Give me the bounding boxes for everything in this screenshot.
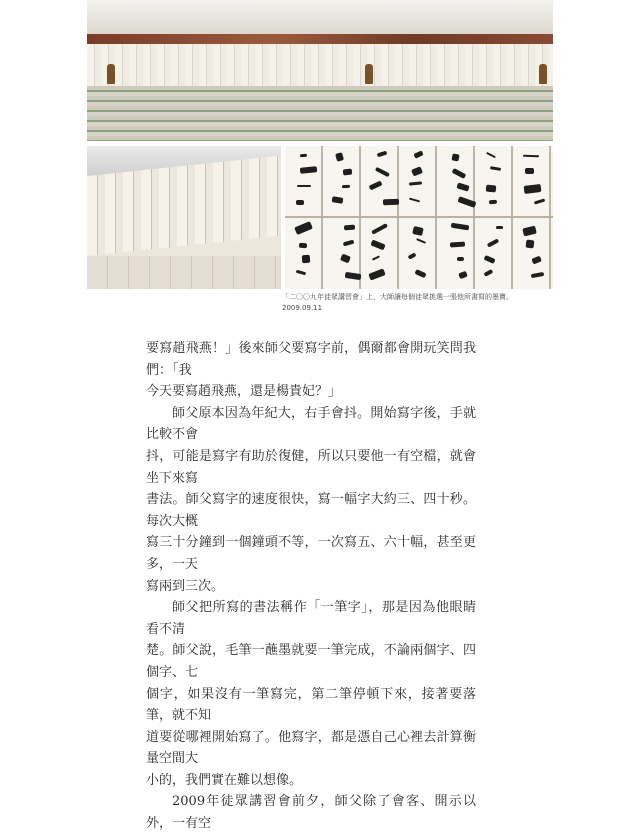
brush-stroke (299, 243, 307, 248)
brush-stroke (335, 153, 344, 162)
brush-stroke (411, 166, 422, 176)
brush-stroke (495, 226, 502, 229)
brush-stroke (376, 151, 387, 158)
brush-stroke (409, 181, 423, 185)
brush-stroke (343, 168, 352, 174)
hall-calligraphy-wall (87, 44, 553, 86)
brush-stroke (531, 272, 545, 278)
brush-stroke (483, 255, 496, 265)
brush-stroke (484, 269, 494, 277)
brush-stroke (413, 226, 424, 236)
person-figure (107, 64, 115, 84)
text-line: 小的，我們實在難以想像。 (146, 772, 303, 788)
lecture-hall-photo (87, 0, 553, 141)
scroll-divider (285, 216, 553, 218)
text-line: 書法。師父寫字的速度很快，寫一幅字大約三、四十秒。每次大概 (146, 492, 476, 529)
person-figure (365, 64, 373, 84)
brush-stroke (383, 199, 400, 205)
hall-beam (87, 34, 553, 44)
text-line: 抖，可能是寫字有助於復健，所以只要他一有空檔，就會坐下來寫 (146, 448, 476, 486)
brush-stroke (457, 196, 476, 208)
brush-stroke (488, 200, 496, 205)
brush-stroke (408, 253, 417, 260)
brush-stroke (300, 154, 308, 158)
hall-tables (87, 86, 553, 141)
photo-caption (282, 292, 562, 314)
brush-stroke (457, 182, 470, 191)
brush-stroke (369, 181, 383, 191)
calligraphy-wall-photo (87, 146, 281, 289)
text-line: 寫兩到三次。 (146, 578, 225, 594)
brush-stroke (490, 166, 501, 171)
brush-stroke (297, 185, 311, 187)
brush-stroke (415, 269, 427, 278)
brush-stroke (375, 167, 390, 177)
text-line: 道要從哪裡開始寫了。他寫字，都是憑自己心裡去計算衡量空間大 (146, 729, 476, 767)
brush-stroke (452, 153, 461, 162)
hall-ceiling (87, 0, 553, 34)
caption-date: 2009.09.11 (282, 304, 323, 312)
calligraphy-scrolls-photo (285, 146, 553, 289)
brush-stroke (371, 239, 387, 250)
text-line: 個字，如果沒有一筆寫完，第二筆停頓下來，接著要落筆，就不知 (146, 686, 476, 724)
brush-stroke (525, 168, 534, 174)
brush-stroke (369, 268, 386, 280)
brush-stroke (522, 225, 536, 236)
brush-stroke (416, 238, 426, 244)
brush-stroke (534, 199, 545, 205)
wall-floor (87, 256, 281, 289)
text-line: 今天要寫趙飛燕，還是楊貴妃？」 (146, 384, 342, 400)
brush-stroke (302, 255, 310, 263)
brush-stroke (342, 184, 350, 188)
brush-stroke (458, 270, 467, 278)
brush-stroke (296, 200, 304, 205)
brush-stroke (332, 196, 344, 204)
caption-text: 「二〇〇九年徒眾講習會」上，大師讓每個徒眾挑選一張他所書寫的墨寶。 (282, 293, 513, 301)
brush-stroke (457, 257, 464, 261)
body-text (146, 338, 476, 835)
brush-stroke (413, 150, 424, 159)
brush-stroke (371, 223, 387, 234)
brush-stroke (295, 221, 314, 235)
brush-stroke (450, 242, 466, 248)
brush-stroke (486, 238, 499, 247)
text-line: 師父把所寫的書法稱作「一筆字」，那是因為他眼睛看不清 (146, 600, 476, 637)
brush-stroke (372, 256, 380, 261)
brush-stroke (344, 225, 356, 231)
brush-stroke (342, 239, 354, 246)
text-line: 寫三十分鐘到一個鐘頭不等，一次寫五、六十幅，甚至更多，一天 (146, 535, 476, 572)
brush-stroke (523, 155, 539, 158)
brush-stroke (452, 168, 467, 179)
brush-stroke (486, 184, 496, 192)
brush-stroke (486, 152, 496, 158)
brush-stroke (451, 223, 469, 231)
text-line: 楚。師父說，毛筆一蘸墨就要一筆完成，不論兩個字、四個字、七 (146, 643, 476, 680)
person-figure (539, 64, 547, 84)
text-line: 2009年徒眾講習會前夕，師父除了會客、開示以外，一有空 (146, 794, 476, 832)
brush-stroke (300, 167, 317, 174)
brush-stroke (524, 184, 541, 194)
text-line: 要寫趙飛燕！」後來師父要寫字前，偶爾都會開玩笑問我們：「我 (146, 341, 476, 378)
brush-stroke (344, 272, 361, 281)
brush-stroke (408, 197, 419, 202)
brush-stroke (531, 255, 542, 264)
brush-stroke (341, 253, 352, 263)
text-line: 師父原本因為年紀大，右手會抖。開始寫字後，手就比較不會 (146, 405, 476, 443)
brush-stroke (296, 270, 306, 276)
brush-stroke (525, 240, 534, 248)
